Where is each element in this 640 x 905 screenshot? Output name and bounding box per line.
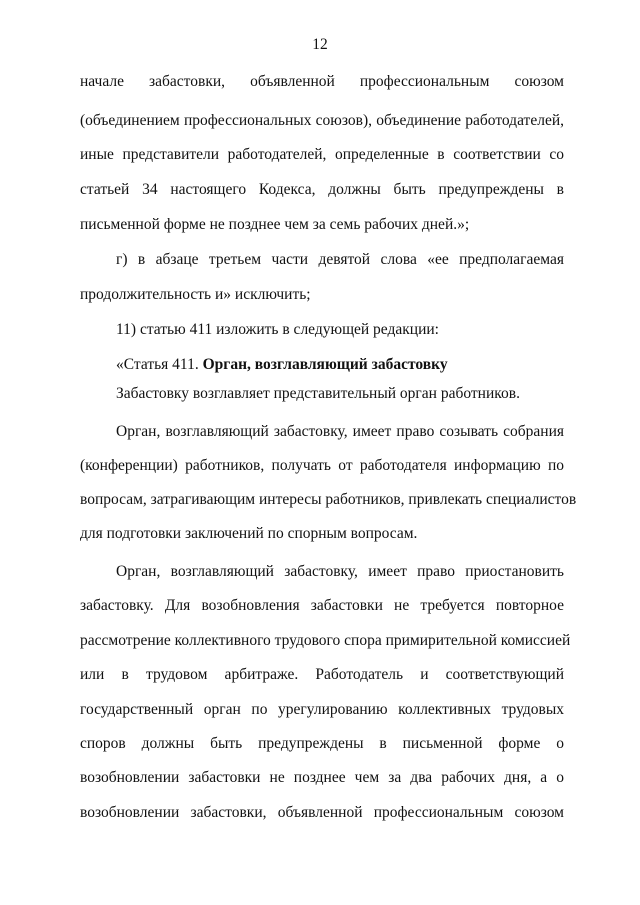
text-line: письменной форме не позднее чем за семь рабочих дней.»; bbox=[80, 216, 470, 233]
text-line: государственный орган по урегулированию коллективных трудовых bbox=[80, 701, 564, 718]
article-title: Орган, возглавляющий забастовку bbox=[202, 356, 448, 373]
text-line: начале забастовки, объявленной профессиональным союзом bbox=[80, 73, 564, 90]
text-line: 11) статью 411 изложить в следующей редакции: bbox=[116, 321, 439, 338]
text-line: продолжительность и» исключить; bbox=[80, 286, 311, 303]
text-line: (объединением профессиональных союзов), объединение работодателей, bbox=[80, 112, 564, 129]
text-line: для подготовки заключений по спорным вопросам. bbox=[80, 525, 418, 542]
text-line: возобновлении забастовки не позднее чем за два рабочих дня, а о bbox=[80, 769, 564, 786]
text-line: споров должны быть предупреждены в письменной форме о bbox=[80, 735, 564, 752]
text-line: Орган, возглавляющий забастовку, имеет право созывать собрания bbox=[116, 423, 564, 440]
page-number: 12 bbox=[312, 36, 328, 53]
text-line: Орган, возглавляющий забастовку, имеет право приостановить bbox=[116, 563, 564, 580]
article-heading bbox=[116, 355, 564, 375]
text-line: г) в абзаце третьем части девятой слова «ее предполагаемая bbox=[116, 251, 564, 268]
article-number: «Статья 411. bbox=[116, 356, 199, 373]
text-line: вопросам, затрагивающим интересы работников, привлекать специалистов bbox=[80, 491, 577, 508]
text-line: возобновлении забастовки, объявленной профессиональным союзом bbox=[80, 804, 564, 821]
text-line: забастовку. Для возобновления забастовки не требуется повторное bbox=[80, 597, 564, 614]
text-line: статьей 34 настоящего Кодекса, должны быть предупреждены в bbox=[80, 181, 564, 198]
text-line: рассмотрение коллективного трудового спора примирительной комиссией bbox=[80, 632, 571, 649]
text-line: иные представители работодателей, определенные в соответствии со bbox=[80, 146, 564, 163]
text-line: или в трудовом арбитраже. Работодатель и соответствующий bbox=[80, 666, 564, 683]
text-line: Забастовку возглавляет представительный орган работников. bbox=[116, 385, 520, 402]
text-line: (конференции) работников, получать от работодателя информацию по bbox=[80, 457, 564, 474]
